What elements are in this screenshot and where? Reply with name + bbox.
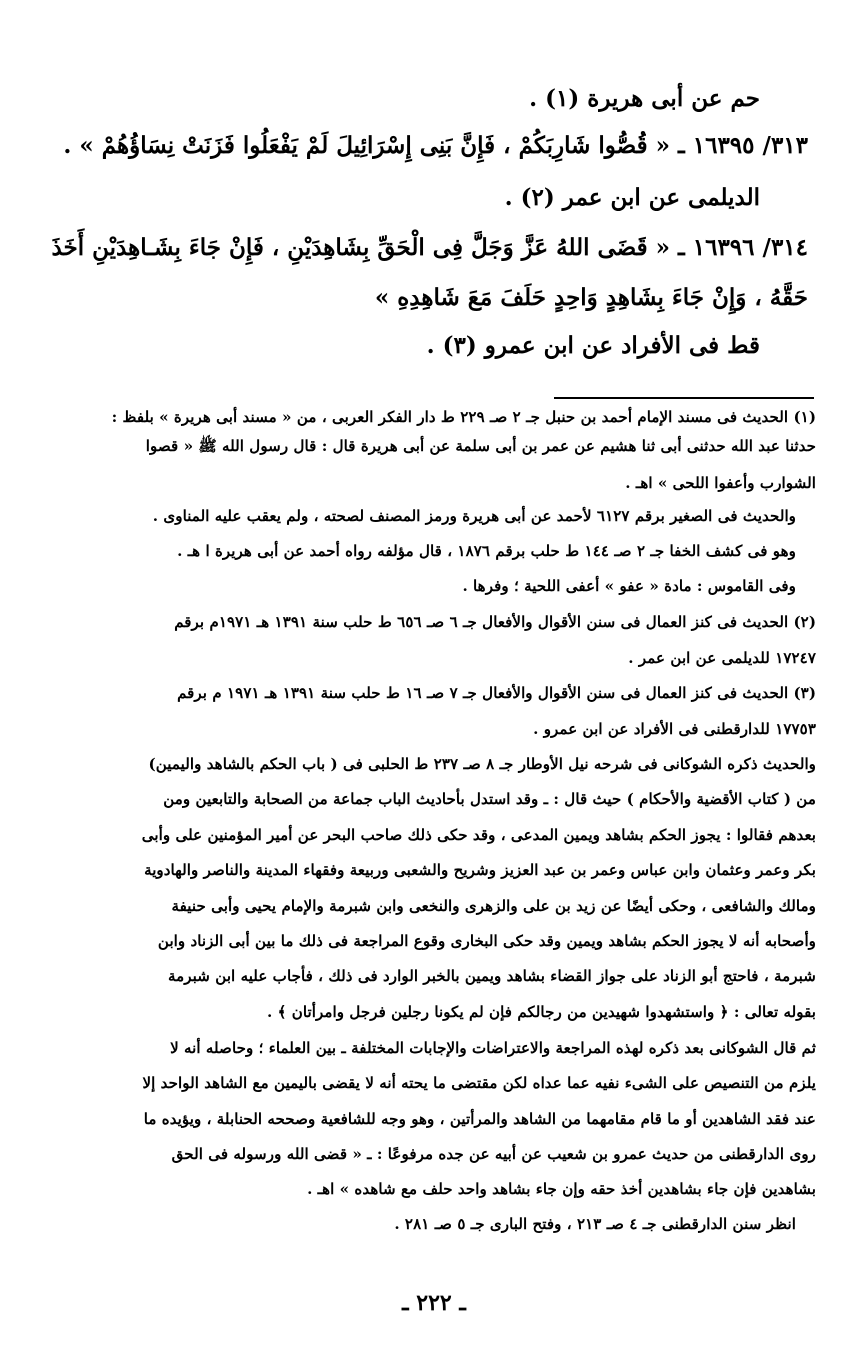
page-number: ـ ٢٢٢ ـ bbox=[402, 1290, 466, 1316]
main-line-4: ٣١٤/ ١٦٣٩٦ ـ « قَضَى اللهُ عَزَّ وَجَلَّ فِى الْحَقِّ بِشَاهِدَيْنِ ، فَإِنْ جَاءَ بِشَـاهِدَيْنِ أَخَذَ bbox=[51, 234, 808, 261]
footnote-line-5: وهو فى كشف الخفا جـ ٢ صـ ١٤٤ ط حلب برقم ١٨٧٦ ، قال مؤلفه رواه أحمد عن أبى هريرة ا هـ . bbox=[177, 542, 796, 560]
footnote-line-1: (١) الحديث فى مسند الإمام أحمد بن حنبل جـ ٢ صـ ٢٢٩ ط دار الفكر العربى ، من « مسند أبى هريرة » بلفظ : bbox=[111, 408, 816, 426]
footnote-line-7: (٢) الحديث فى كنز العمال فى سنن الأقوال والأفعال جـ ٦ صـ ٦٥٦ ط حلب سنة ١٣٩١ هـ ١٩٧١م برقم bbox=[174, 613, 816, 631]
footnote-line-23: بشاهدين فإن جاء بشاهدين أخذ حقه وإن جاء بشاهد واحد حلف مع شاهده » اهـ . bbox=[307, 1180, 816, 1198]
main-line-6: قط فى الأفراد عن ابن عمرو (٣) . bbox=[426, 332, 760, 359]
footnote-line-17: شبرمة ، فاحتج أبو الزناد على جواز القضاء بشاهد ويمين بالخبر الوارد فى ذلك ، فأجاب عليه ابن شبرمة bbox=[168, 967, 816, 985]
footnote-line-22: روى الدارقطنى من حديث عمرو بن شعيب عن أبيه عن جده مرفوعًا : ـ « قضى الله ورسوله فى الحق bbox=[171, 1145, 816, 1163]
footnote-line-19: ثم قال الشوكانى بعد ذكره لهذه المراجعة والاعتراضات والإجابات المختلفة ـ بين العلماء ؛ وحاصله أنه لا bbox=[170, 1039, 816, 1057]
footnote-line-11: والحديث ذكره الشوكانى فى شرحه نيل الأوطار جـ ٨ صـ ٢٣٧ ط الحلبى فى ( باب الحكم بالشاهد واليمين) bbox=[148, 755, 816, 773]
main-line-5: حَقَّهُ ، وَإِنْ جَاءَ بِشَاهِدٍ وَاحِدٍ حَلَفَ مَعَ شَاهِدِهِ » bbox=[374, 284, 808, 311]
footnote-line-16: وأصحابه أنه لا يجوز الحكم بشاهد ويمين وقد حكى البخارى وقوع المراجعة فى ذلك ما بين أبى الزناد وابن bbox=[157, 932, 816, 950]
footnote-line-21: عند فقد الشاهدين أو ما قام مقامهما من الشاهد والمرأتين ، وهو وجه للشافعية وصححه الحنابلة ، ويؤيده ما bbox=[143, 1110, 816, 1128]
footnote-line-12: من ( كتاب الأقضية والأحكام ) حيث قال : ـ وقد استدل بأحاديث الباب جماعة من الصحابة والتابعين ومن bbox=[163, 790, 816, 808]
main-line-3: الديلمى عن ابن عمر (٢) . bbox=[504, 184, 760, 211]
footnote-line-4: والحديث فى الصغير برقم ٦١٢٧ لأحمد عن أبى هريرة ورمز المصنف لصحته ، ولم يعقب عليه المناوى . bbox=[152, 507, 796, 525]
footnote-line-14: بكر وعمر وعثمان وابن عباس وعمر بن عبد العزيز وشريح والشعبى وربيعة وفقهاء المدينة والناصر والهادوية bbox=[144, 861, 816, 879]
footnote-line-10: ١٧٧٥٣ للدارقطنى فى الأفراد عن ابن عمرو . bbox=[533, 720, 816, 738]
footnote-line-3: الشوارب وأعفوا اللحى » اهـ . bbox=[625, 474, 816, 492]
footnote-line-8: ١٧٢٤٧ للديلمى عن ابن عمر . bbox=[628, 649, 816, 667]
main-line-2: ٣١٣/ ١٦٣٩٥ ـ « قُصُّوا شَارِبَكُمْ ، فَإِنَّ بَنِى إِسْرَائِيلَ لَمْ يَفْعَلُوا فَزَنَتْ نِسَاؤُهُمْ » . bbox=[63, 132, 808, 159]
footnote-line-2: حدثنا عبد الله حدثنى أبى ثنا هشيم عن عمر بن أبى سلمة عن أبى هريرة قال : قال رسول الله ﷺ « قصوا bbox=[145, 437, 816, 455]
footnote-line-9: (٣) الحديث فى كنز العمال فى سنن الأقوال والأفعال جـ ٧ صـ ١٦ ط حلب سنة ١٣٩١ هـ ١٩٧١ م برقم bbox=[177, 684, 816, 702]
main-line-1: حم عن أبى هريرة (١) . bbox=[529, 85, 760, 112]
footnote-line-13: بعدهم فقالوا : يجوز الحكم بشاهد ويمين المدعى ، وقد حكى ذلك صاحب البحر عن أمير المؤمنين على وأبى bbox=[141, 826, 816, 844]
footnote-line-6: وفى القاموس : مادة « عفو » أعفى اللحية ؛ وفرها . bbox=[462, 577, 796, 595]
footnote-line-15: ومالك والشافعى ، وحكى أيضًا عن زيد بن على والزهرى والنخعى وابن شبرمة والإمام يحيى وأبى حنيفة bbox=[171, 897, 816, 915]
footnote-separator bbox=[554, 397, 814, 399]
footnote-line-20: يلزم من التنصيص على الشىء نفيه عما عداه لكن مقتضى ما يحته أنه لا يقضى باليمين مع الشاهد الواحد إلا bbox=[142, 1074, 816, 1092]
footnote-line-24: انظر سنن الدارقطنى جـ ٤ صـ ٢١٣ ، وفتح البارى جـ ٥ صـ ٢٨١ . bbox=[394, 1215, 796, 1233]
footnote-line-18: بقوله تعالى : ﴿ واستشهدوا شهيدين من رجالكم فإن لم يكونا رجلين فرجل وامرأتان ﴾ . bbox=[267, 1003, 816, 1021]
